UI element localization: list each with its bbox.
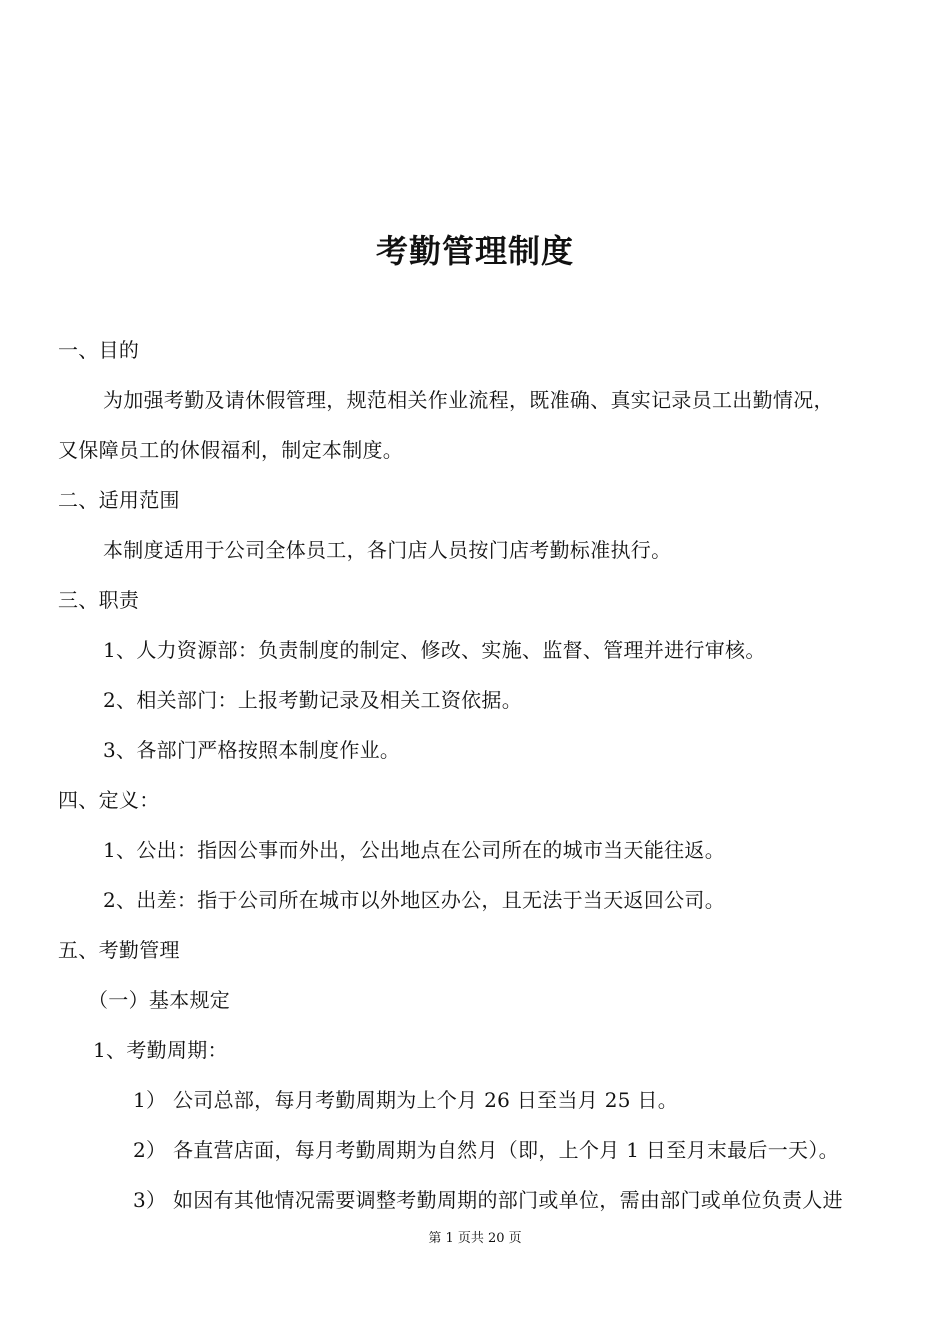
definition-item-2: 2、出差：指于公司所在城市以外地区办公，且无法于当天返回公司。 xyxy=(103,888,726,912)
definition-item-1: 1、公出：指因公事而外出，公出地点在公司所在的城市当天能往返。 xyxy=(103,838,726,862)
page-footer: 第 1 页共 20 页 xyxy=(428,1231,522,1246)
duties-item-2: 2、相关部门：上报考勤记录及相关工资依据。 xyxy=(103,688,523,712)
attendance-item-cycle: 1、考勤周期： xyxy=(93,1038,228,1062)
attendance-subsection-basic: （一）基本规定 xyxy=(88,988,231,1012)
section-heading-purpose: 一、目的 xyxy=(58,338,140,362)
scope-paragraph: 本制度适用于公司全体员工，各门店人员按门店考勤标准执行。 xyxy=(103,538,672,562)
section-heading-definitions: 四、定义： xyxy=(58,788,160,812)
purpose-paragraph-line-1: 为加强考勤及请休假管理，规范相关作业流程，既准确、真实记录员工出勤情况， xyxy=(103,388,834,412)
section-heading-attendance: 五、考勤管理 xyxy=(58,938,180,962)
attendance-cycle-subitem-2: 2） 各直营店面，每月考勤周期为自然月（即，上个月 1 日至月末最后一天）。 xyxy=(133,1138,839,1162)
duties-item-3: 3、各部门严格按照本制度作业。 xyxy=(103,738,401,762)
attendance-cycle-subitem-3: 3） 如因有其他情况需要调整考勤周期的部门或单位，需由部门或单位负责人进 xyxy=(133,1188,843,1212)
attendance-cycle-subitem-1: 1） 公司总部，每月考勤周期为上个月 26 日至当月 25 日。 xyxy=(133,1088,679,1112)
section-heading-scope: 二、适用范围 xyxy=(58,488,180,512)
section-heading-duties: 三、职责 xyxy=(58,588,140,612)
document-title: 考勤管理制度 xyxy=(375,232,574,270)
duties-item-1: 1、人力资源部：负责制度的制定、修改、实施、监督、管理并进行审核。 xyxy=(103,638,766,662)
purpose-paragraph-line-2: 又保障员工的休假福利，制定本制度。 xyxy=(58,438,404,462)
